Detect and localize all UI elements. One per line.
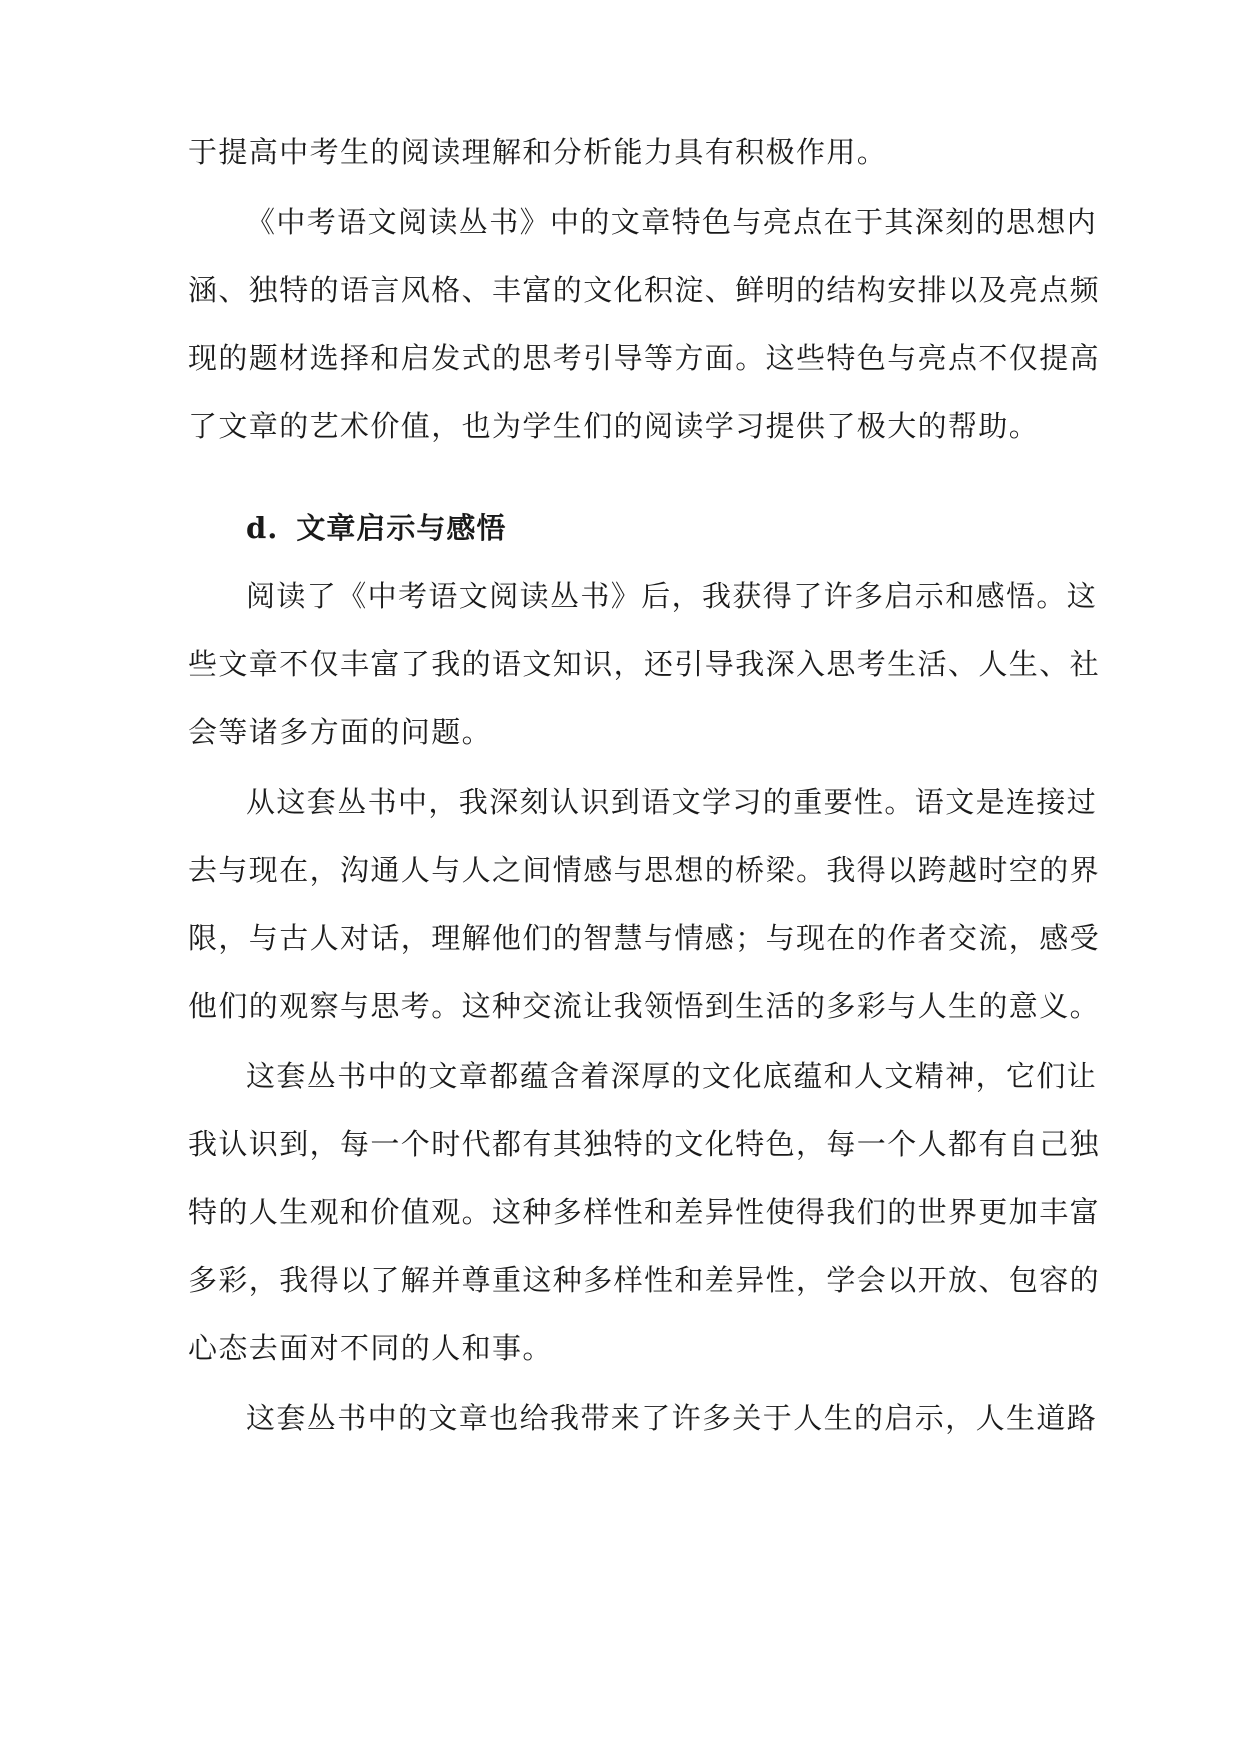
text-line: 我认识到，每一个时代都有其独特的文化特色，每一个人都有自己独 [188,1127,1101,1161]
paragraph-start-line: 这套丛书中的文章都蕴含着深厚的文化底蕴和人文精神，它们让 [246,1059,1098,1093]
text-line: 限，与古人对话，理解他们的智慧与情感；与现在的作者交流，感受 [188,921,1101,955]
text-line: 了文章的艺术价值，也为学生们的阅读学习提供了极大的帮助。 [188,409,1040,443]
text-line: 去与现在，沟通人与人之间情感与思想的桥梁。我得以跨越时空的界 [188,853,1101,887]
text-line: 会等诸多方面的问题。 [188,715,493,749]
text-line: 于提高中考生的阅读理解和分析能力具有积极作用。 [188,135,888,169]
text-line: 些文章不仅丰富了我的语文知识，还引导我深入思考生活、人生、社 [188,647,1101,681]
paragraph-start-line: 阅读了《中考语文阅读丛书》后，我获得了许多启示和感悟。这 [246,579,1098,613]
text-line: 他们的观察与思考。这种交流让我领悟到生活的多彩与人生的意义。 [188,989,1101,1023]
text-line: 特的人生观和价值观。这种多样性和差异性使得我们的世界更加丰富 [188,1195,1101,1229]
section-heading [246,508,506,548]
text-line: 涵、独特的语言风格、丰富的文化积淀、鲜明的结构安排以及亮点频 [188,273,1101,307]
paragraph-start-line: 从这套丛书中，我深刻认识到语文学习的重要性。语文是连接过 [246,785,1098,819]
paragraph-start-line: 这套丛书中的文章也给我带来了许多关于人生的启示，人生道路 [246,1401,1098,1435]
section-title: 文章启示与感悟 [296,511,507,545]
paragraph-start-line: 《中考语文阅读丛书》中的文章特色与亮点在于其深刻的思想内 [246,205,1098,239]
text-line: 多彩，我得以了解并尊重这种多样性和差异性，学会以开放、包容的 [188,1263,1101,1297]
text-line: 心态去面对不同的人和事。 [188,1331,553,1365]
section-number: d. [246,511,279,545]
text-line: 现的题材选择和启发式的思考引导等方面。这些特色与亮点不仅提高 [188,341,1101,375]
